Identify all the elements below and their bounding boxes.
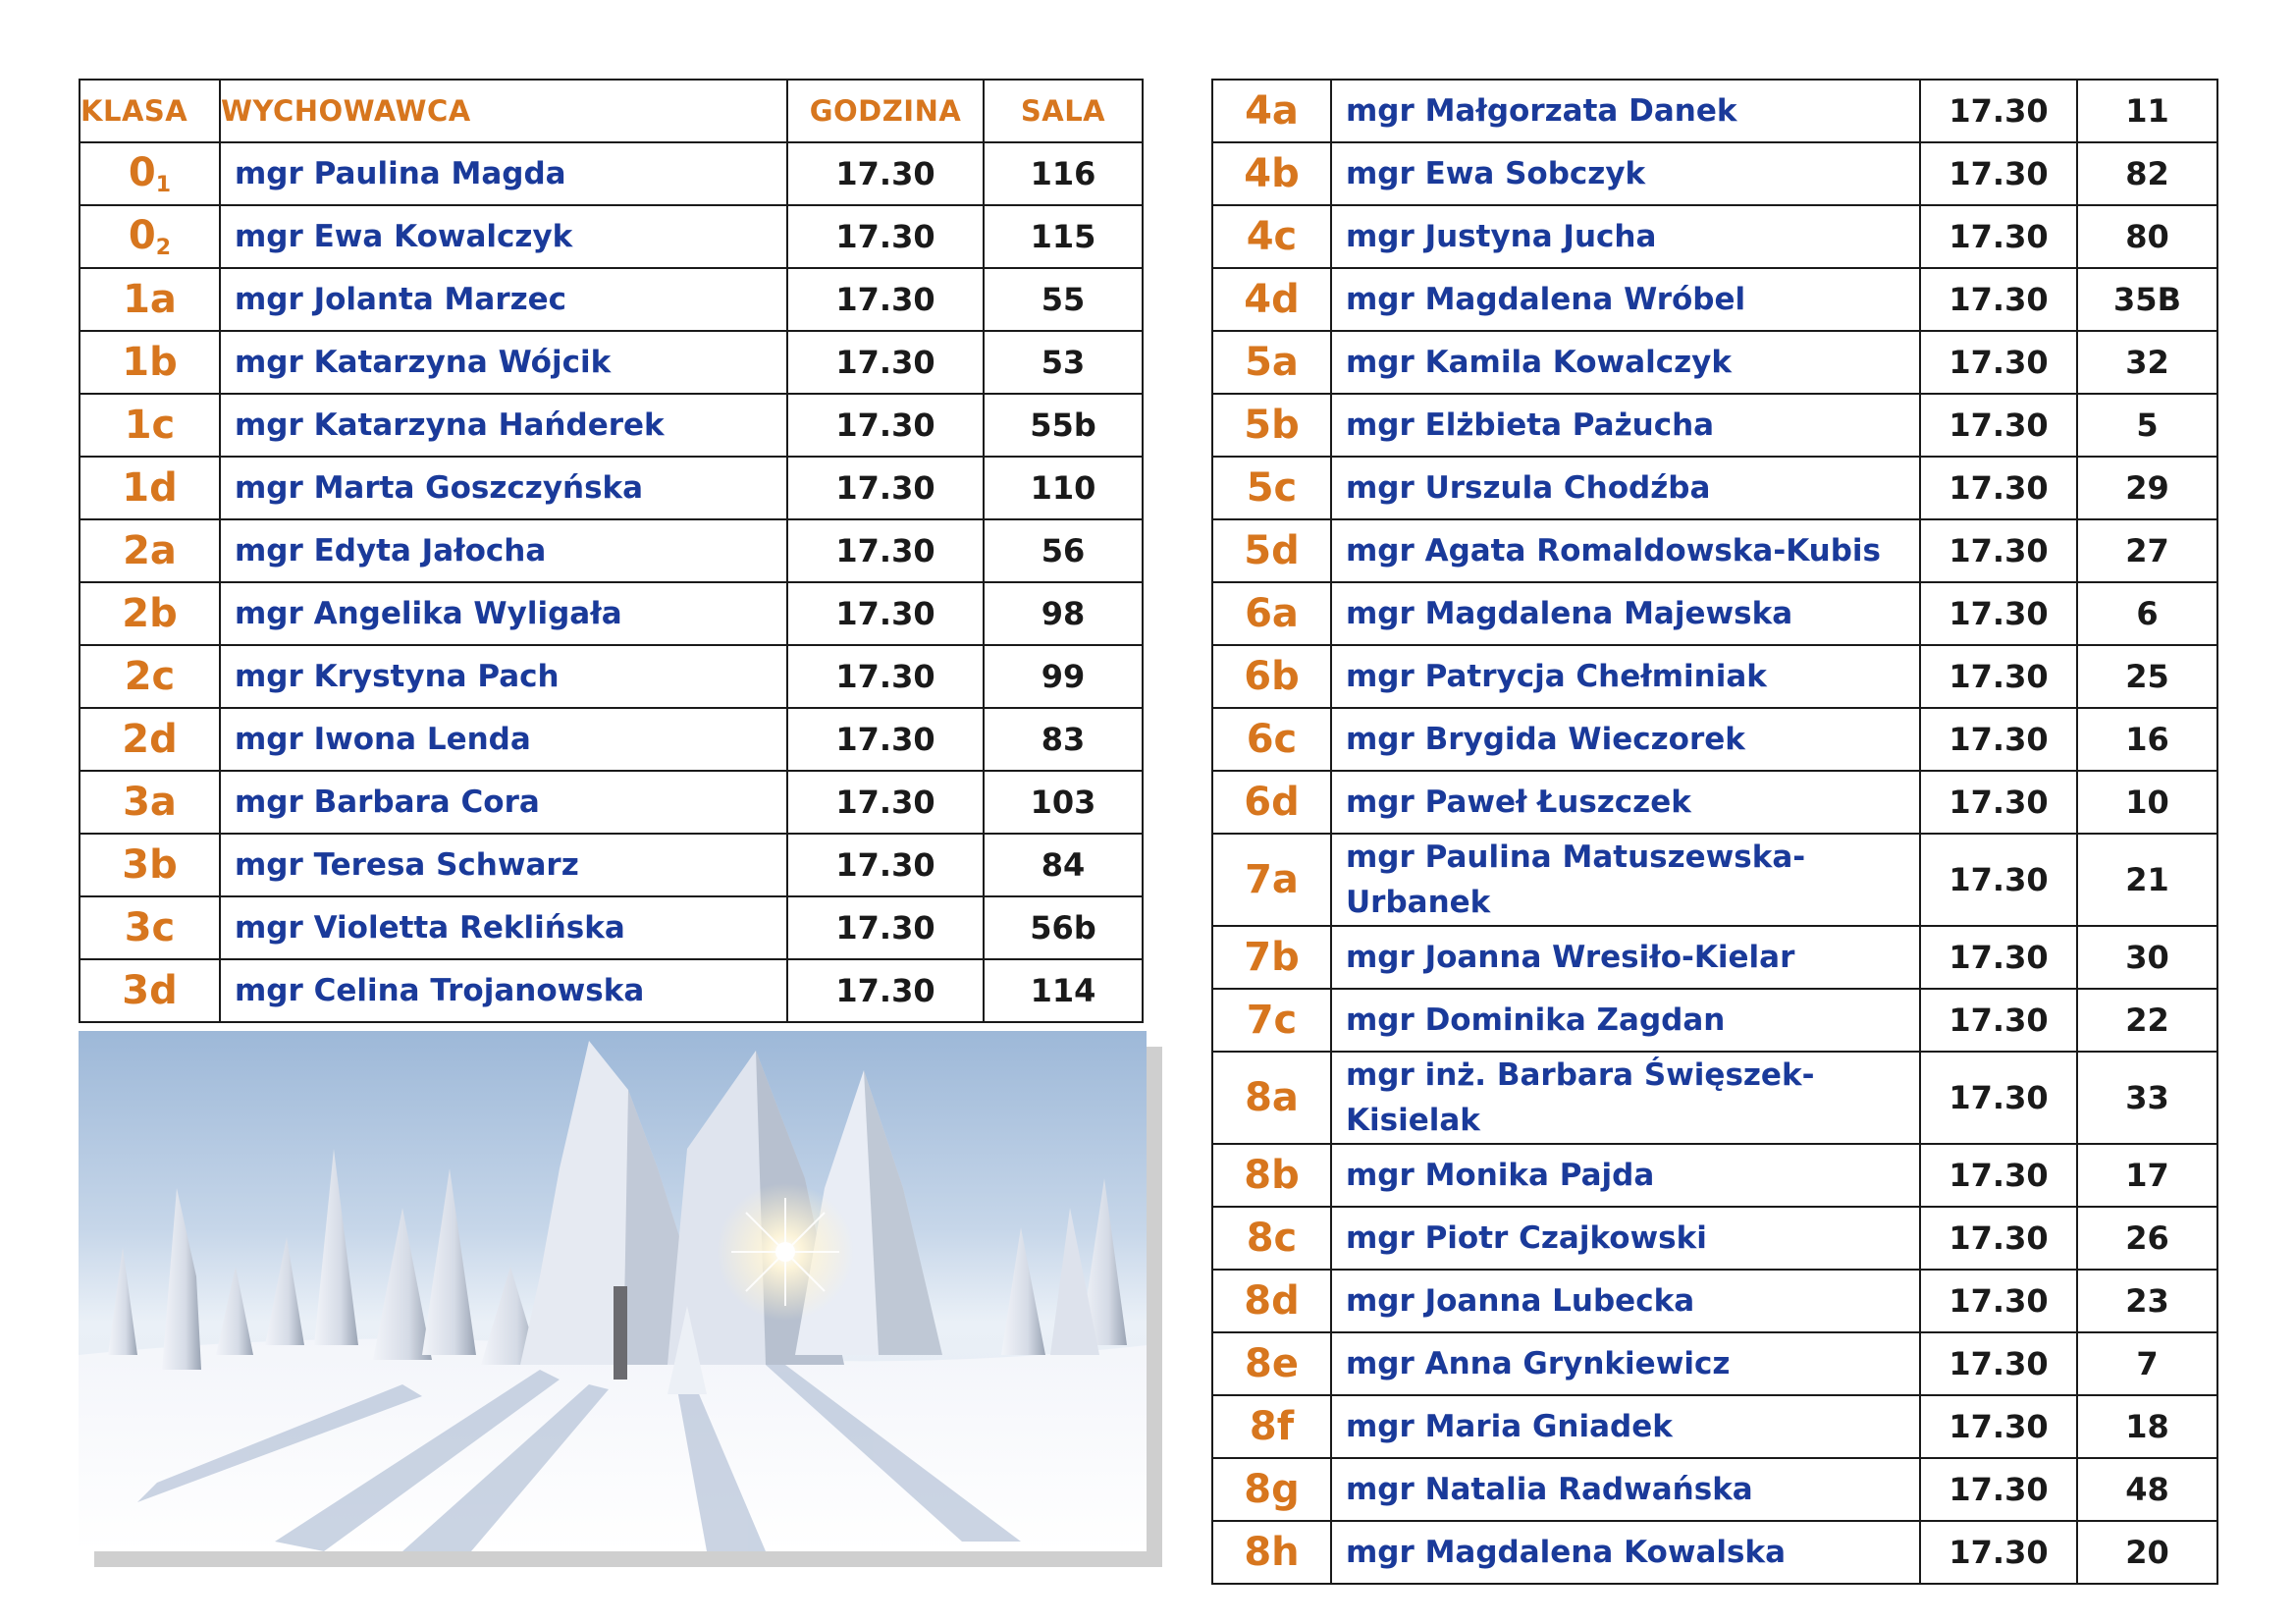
meeting-time: 17.30 xyxy=(787,519,984,582)
teacher-name: mgr Magdalena Wróbel xyxy=(1331,268,1920,331)
class-label-text: 8d xyxy=(1244,1278,1300,1324)
meeting-time: 17.30 xyxy=(1920,834,2077,926)
room-number: 48 xyxy=(2077,1458,2217,1521)
teacher-name: mgr Angelika Wyligała xyxy=(220,582,787,645)
teacher-name: mgr Celina Trojanowska xyxy=(220,959,787,1022)
class-label-text: 3b xyxy=(122,842,178,888)
room-number: 16 xyxy=(2077,708,2217,771)
room-number: 82 xyxy=(2077,142,2217,205)
header-godzina: GODZINA xyxy=(787,80,984,142)
class-label xyxy=(1212,1458,1331,1521)
class-label xyxy=(1212,519,1331,582)
teacher-name: mgr Magdalena Kowalska xyxy=(1331,1521,1920,1584)
class-label xyxy=(1212,1395,1331,1458)
class-label xyxy=(1212,582,1331,645)
teacher-name: mgr Justyna Jucha xyxy=(1331,205,1920,268)
class-label-text: 1b xyxy=(122,340,178,385)
class-label xyxy=(80,519,220,582)
meeting-time: 17.30 xyxy=(1920,771,2077,834)
teacher-name: mgr Paulina Magda xyxy=(220,142,787,205)
class-label-text: 3a xyxy=(123,780,177,825)
class-label-text: 0 xyxy=(128,213,156,258)
teacher-name: mgr Ewa Kowalczyk xyxy=(220,205,787,268)
meeting-time: 17.30 xyxy=(1920,1458,2077,1521)
meeting-time: 17.30 xyxy=(1920,80,2077,142)
class-label xyxy=(1212,394,1331,457)
meeting-time: 17.30 xyxy=(787,142,984,205)
teacher-name: mgr Barbara Cora xyxy=(220,771,787,834)
meeting-time: 17.30 xyxy=(1920,205,2077,268)
class-label xyxy=(1212,1144,1331,1207)
class-label xyxy=(80,896,220,959)
table-row xyxy=(1212,205,2217,268)
room-number: 56 xyxy=(984,519,1143,582)
table-row xyxy=(1212,457,2217,519)
meeting-time: 17.30 xyxy=(1920,331,2077,394)
table-row xyxy=(1212,1207,2217,1270)
table-row xyxy=(1212,926,2217,989)
teacher-name: mgr Krystyna Pach xyxy=(220,645,787,708)
room-number: 21 xyxy=(2077,834,2217,926)
class-label-subscript: 2 xyxy=(155,236,172,260)
teacher-name: mgr Ewa Sobczyk xyxy=(1331,142,1920,205)
teacher-name: mgr Urszula Chodźba xyxy=(1331,457,1920,519)
table-row xyxy=(80,708,1143,771)
teacher-name: mgr Marta Goszczyńska xyxy=(220,457,787,519)
class-label-text: 8f xyxy=(1249,1404,1295,1449)
table-row xyxy=(1212,1332,2217,1395)
meeting-time: 17.30 xyxy=(1920,1270,2077,1332)
meeting-time: 17.30 xyxy=(787,394,984,457)
room-number: 55b xyxy=(984,394,1143,457)
table-row xyxy=(80,896,1143,959)
room-number: 83 xyxy=(984,708,1143,771)
teacher-name: mgr Dominika Zagdan xyxy=(1331,989,1920,1052)
teacher-name: mgr Magdalena Majewska xyxy=(1331,582,1920,645)
teacher-name: mgr Patrycja Chełminiak xyxy=(1331,645,1920,708)
room-number: 99 xyxy=(984,645,1143,708)
class-label-text: 8g xyxy=(1244,1467,1300,1512)
room-number: 18 xyxy=(2077,1395,2217,1458)
table-row xyxy=(1212,1458,2217,1521)
header-sala: SALA xyxy=(984,80,1143,142)
room-number: 80 xyxy=(2077,205,2217,268)
table-row xyxy=(1212,1270,2217,1332)
table-row xyxy=(80,142,1143,205)
room-number: 35B xyxy=(2077,268,2217,331)
winter-forest-photo xyxy=(79,1031,1147,1551)
room-number: 32 xyxy=(2077,331,2217,394)
class-label-text: 6c xyxy=(1246,717,1298,762)
meeting-time: 17.30 xyxy=(1920,1332,2077,1395)
teacher-name: mgr Małgorzata Danek xyxy=(1331,80,1920,142)
table-row xyxy=(1212,1052,2217,1144)
teacher-name: mgr Agata Romaldowska-Kubis xyxy=(1331,519,1920,582)
class-label xyxy=(80,959,220,1022)
class-label xyxy=(80,394,220,457)
class-label-text: 4b xyxy=(1244,151,1300,196)
header-wychowawca: WYCHOWAWCA xyxy=(220,80,787,142)
class-label-text: 1a xyxy=(123,277,177,322)
class-label-text: 2a xyxy=(123,528,177,573)
room-number: 30 xyxy=(2077,926,2217,989)
class-label xyxy=(1212,1521,1331,1584)
meeting-time: 17.30 xyxy=(1920,645,2077,708)
teacher-name: mgr Brygida Wieczorek xyxy=(1331,708,1920,771)
teacher-name: mgr Edyta Jałocha xyxy=(220,519,787,582)
table-row xyxy=(80,268,1143,331)
meeting-time: 17.30 xyxy=(1920,1144,2077,1207)
room-number: 22 xyxy=(2077,989,2217,1052)
table-row xyxy=(1212,989,2217,1052)
class-label xyxy=(1212,989,1331,1052)
meeting-time: 17.30 xyxy=(1920,142,2077,205)
teacher-name: mgr Natalia Radwańska xyxy=(1331,1458,1920,1521)
meeting-time: 17.30 xyxy=(1920,926,2077,989)
class-label-text: 5d xyxy=(1244,528,1300,573)
table-row xyxy=(80,205,1143,268)
room-number: 33 xyxy=(2077,1052,2217,1144)
table-row xyxy=(1212,142,2217,205)
room-number: 29 xyxy=(2077,457,2217,519)
room-number: 25 xyxy=(2077,645,2217,708)
class-label xyxy=(1212,1052,1331,1144)
teacher-name: mgr Kamila Kowalczyk xyxy=(1331,331,1920,394)
room-number: 98 xyxy=(984,582,1143,645)
teacher-name: mgr Iwona Lenda xyxy=(220,708,787,771)
class-label xyxy=(1212,645,1331,708)
meeting-time: 17.30 xyxy=(1920,394,2077,457)
table-header-row xyxy=(80,80,1143,142)
room-number: 5 xyxy=(2077,394,2217,457)
room-number: 114 xyxy=(984,959,1143,1022)
room-number: 84 xyxy=(984,834,1143,896)
table-row xyxy=(1212,645,2217,708)
table-row xyxy=(1212,80,2217,142)
room-number: 10 xyxy=(2077,771,2217,834)
class-label-text: 5a xyxy=(1245,340,1299,385)
table-row xyxy=(80,771,1143,834)
class-label-text: 5c xyxy=(1246,465,1298,511)
table-row xyxy=(80,582,1143,645)
class-label-text: 4a xyxy=(1245,88,1299,134)
room-number: 6 xyxy=(2077,582,2217,645)
class-label xyxy=(80,708,220,771)
meeting-time: 17.30 xyxy=(787,834,984,896)
class-label-text: 4c xyxy=(1246,214,1298,259)
meeting-time: 17.30 xyxy=(1920,457,2077,519)
class-label xyxy=(1212,1270,1331,1332)
class-label xyxy=(1212,926,1331,989)
meeting-time: 17.30 xyxy=(787,645,984,708)
class-label-text: 2d xyxy=(122,717,178,762)
class-label-text: 8h xyxy=(1244,1530,1300,1575)
class-label-text: 6a xyxy=(1245,591,1299,636)
class-label xyxy=(80,142,220,205)
class-label xyxy=(1212,1207,1331,1270)
class-label xyxy=(1212,80,1331,142)
class-label-text: 2b xyxy=(122,591,178,636)
class-label-text: 7a xyxy=(1245,857,1299,902)
class-label xyxy=(80,205,220,268)
teacher-name: mgr Violetta Reklińska xyxy=(220,896,787,959)
table-row xyxy=(1212,708,2217,771)
teacher-name: mgr Anna Grynkiewicz xyxy=(1331,1332,1920,1395)
table-row xyxy=(80,331,1143,394)
class-label xyxy=(80,331,220,394)
teacher-name: mgr Katarzyna Wójcik xyxy=(220,331,787,394)
table-row xyxy=(1212,519,2217,582)
class-label xyxy=(1212,457,1331,519)
teacher-name: mgr Joanna Lubecka xyxy=(1331,1270,1920,1332)
teacher-name: mgr Katarzyna Hańderek xyxy=(220,394,787,457)
teacher-name: mgr Teresa Schwarz xyxy=(220,834,787,896)
class-label xyxy=(1212,205,1331,268)
class-label xyxy=(1212,708,1331,771)
teacher-name: mgr inż. Barbara Święszek-Kisielak xyxy=(1331,1052,1920,1144)
class-label-text: 8e xyxy=(1245,1341,1299,1386)
right-schedule-table xyxy=(1211,79,2218,1585)
room-number: 11 xyxy=(2077,80,2217,142)
table-row xyxy=(1212,582,2217,645)
left-table-body xyxy=(80,142,1143,1022)
table-row xyxy=(80,394,1143,457)
table-row xyxy=(1212,331,2217,394)
meeting-time: 17.30 xyxy=(787,771,984,834)
class-label-text: 8c xyxy=(1246,1216,1298,1261)
meeting-time: 17.30 xyxy=(787,331,984,394)
header-klasa: KLASA xyxy=(80,80,220,142)
meeting-time: 17.30 xyxy=(787,582,984,645)
right-table-body xyxy=(1212,80,2217,1584)
meeting-time: 17.30 xyxy=(1920,1521,2077,1584)
class-label xyxy=(80,834,220,896)
table-row xyxy=(1212,1144,2217,1207)
table-row xyxy=(1212,268,2217,331)
class-label xyxy=(1212,268,1331,331)
table-row xyxy=(80,519,1143,582)
class-label xyxy=(1212,771,1331,834)
class-label-text: 3d xyxy=(122,968,178,1013)
table-row xyxy=(1212,1395,2217,1458)
room-number: 56b xyxy=(984,896,1143,959)
meeting-time: 17.30 xyxy=(1920,582,2077,645)
meeting-time: 17.30 xyxy=(787,708,984,771)
class-label xyxy=(80,645,220,708)
teacher-name: mgr Piotr Czajkowski xyxy=(1331,1207,1920,1270)
teacher-name: mgr Elżbieta Pażucha xyxy=(1331,394,1920,457)
meeting-time: 17.30 xyxy=(787,959,984,1022)
meeting-time: 17.30 xyxy=(787,457,984,519)
teacher-name: mgr Paweł Łuszczek xyxy=(1331,771,1920,834)
class-label-text: 4d xyxy=(1244,277,1300,322)
class-label-subscript: 1 xyxy=(155,173,172,197)
table-row xyxy=(1212,394,2217,457)
class-label xyxy=(1212,142,1331,205)
meeting-time: 17.30 xyxy=(787,896,984,959)
table-row xyxy=(1212,1521,2217,1584)
table-row xyxy=(80,457,1143,519)
class-label-text: 6b xyxy=(1244,654,1300,699)
room-number: 110 xyxy=(984,457,1143,519)
meeting-time: 17.30 xyxy=(1920,1207,2077,1270)
class-label-text: 0 xyxy=(128,150,156,195)
meeting-time: 17.30 xyxy=(787,268,984,331)
class-label xyxy=(80,457,220,519)
room-number: 20 xyxy=(2077,1521,2217,1584)
class-label-text: 3c xyxy=(124,905,176,950)
meeting-time: 17.30 xyxy=(1920,519,2077,582)
class-label-text: 7b xyxy=(1244,935,1300,980)
class-label-text: 6d xyxy=(1244,780,1300,825)
table-row xyxy=(80,959,1143,1022)
class-label xyxy=(1212,834,1331,926)
class-label-text: 8b xyxy=(1244,1153,1300,1198)
class-label xyxy=(1212,331,1331,394)
meeting-time: 17.30 xyxy=(1920,1052,2077,1144)
table-row xyxy=(1212,771,2217,834)
class-label xyxy=(80,268,220,331)
class-label-text: 1c xyxy=(124,403,176,448)
teacher-name: mgr Monika Pajda xyxy=(1331,1144,1920,1207)
room-number: 103 xyxy=(984,771,1143,834)
class-label-text: 7c xyxy=(1246,998,1298,1043)
room-number: 27 xyxy=(2077,519,2217,582)
room-number: 53 xyxy=(984,331,1143,394)
teacher-name: mgr Jolanta Marzec xyxy=(220,268,787,331)
room-number: 7 xyxy=(2077,1332,2217,1395)
meeting-time: 17.30 xyxy=(1920,708,2077,771)
left-schedule-table xyxy=(79,79,1144,1023)
class-label xyxy=(80,771,220,834)
table-row xyxy=(1212,834,2217,926)
class-label xyxy=(1212,1332,1331,1395)
meeting-time: 17.30 xyxy=(787,205,984,268)
meeting-time: 17.30 xyxy=(1920,1395,2077,1458)
class-label-text: 2c xyxy=(124,654,176,699)
room-number: 116 xyxy=(984,142,1143,205)
room-number: 17 xyxy=(2077,1144,2217,1207)
table-row xyxy=(80,645,1143,708)
class-label-text: 5b xyxy=(1244,403,1300,448)
class-label-text: 8a xyxy=(1245,1075,1299,1120)
room-number: 55 xyxy=(984,268,1143,331)
class-label xyxy=(80,582,220,645)
class-label-text: 1d xyxy=(122,465,178,511)
table-row xyxy=(80,834,1143,896)
teacher-name: mgr Joanna Wresiło-Kielar xyxy=(1331,926,1920,989)
room-number: 115 xyxy=(984,205,1143,268)
meeting-time: 17.30 xyxy=(1920,989,2077,1052)
room-number: 23 xyxy=(2077,1270,2217,1332)
teacher-name: mgr Paulina Matuszewska-Urbanek xyxy=(1331,834,1920,926)
teacher-name: mgr Maria Gniadek xyxy=(1331,1395,1920,1458)
meeting-time: 17.30 xyxy=(1920,268,2077,331)
room-number: 26 xyxy=(2077,1207,2217,1270)
